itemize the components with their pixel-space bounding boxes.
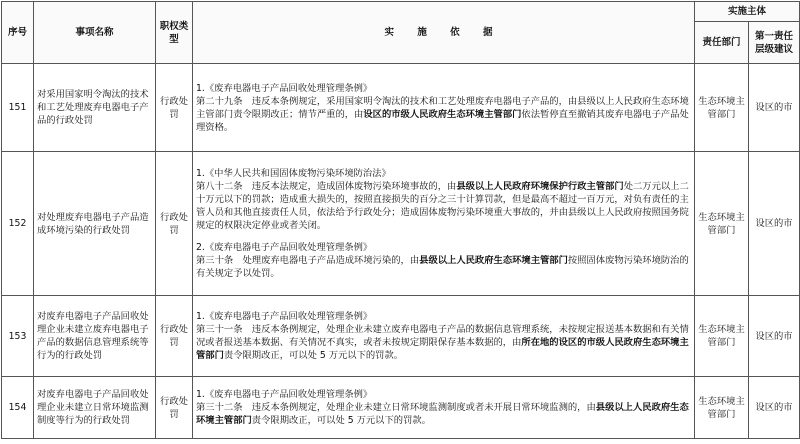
law-text-segment: 责令限期改正，可以处 5 万元以下的罚款。 [223,350,404,361]
row-name: 对处理废弃电器电子产品造成环境污染的行政处罚 [34,152,156,296]
row-level: 设区的市 [749,64,800,152]
law-text [196,180,691,232]
basis-item [196,167,691,232]
authority-highlight: 所在地的设区的市级人民政府生态环境主管部门 [196,337,689,361]
row-name: 对废弃电器电子产品回收处理企业未建立日常环境监测制度等行为的行政处罚 [34,377,156,439]
row-level: 设区的市 [749,152,800,296]
law-text-segment: 处二万元以上二十万元以下的罚款；造成重大损失的，按照直接损失的百分之三十计算罚款，但是最高不超过一百万元，对负有责任的主管人员和其他直接责任人员，依法给予行政处分；造成固体废物污染环境重大事故的，并由县级以上人民政府按照国务院规定的权限决定停业或者关闭。 [196,181,689,231]
law-title: 1.《废弃电器电子产品回收处理管理条例》 [196,311,373,322]
law-title: 1.《中华人民共和国固体废物污染环境防治法》 [196,168,391,179]
law-text-segment: 按照固体废物污染环境防治的有关规定予以处罚。 [196,255,689,279]
row-basis [193,296,695,377]
table-row [2,377,800,439]
header-name: 事项名称 [34,2,156,64]
header-level: 第一责任层级建议 [749,22,800,64]
row-basis [193,64,695,152]
row-basis [193,377,695,439]
law-text-segment: 第二十九条 违反本条例规定，采用国家明令淘汰的技术和工艺处理废弃电器电子产品的，由县级以上人民政府生态环境主管部门责令限期改正；情节严重的，由 [196,95,689,120]
row-seq: 152 [2,152,34,296]
law-text-segment: 第三十一条 违反本条例规定，处理企业未建立废弃电器电子产品的数据信息管理系统，未按规定报送基本数据和有关情况或者报送基本数据、有关情况不真实，或者未按规定期限保存基本数据的，由 [196,324,689,348]
row-type: 行政处罚 [156,296,193,377]
law-text-segment: 依法暂停直至撤销其废弃电器电子产品处理资格。 [196,108,689,133]
regulation-table [1,1,800,439]
row-name: 对废弃电器电子产品回收处理企业未建立废弃电器电子产品的数据信息管理系统等行为的行政处罚 [34,296,156,377]
law-text [196,254,691,280]
table-row [2,152,800,296]
header-seq: 序号 [2,2,34,64]
header-type: 职权类型 [156,2,193,64]
row-dept: 生态环境主管部门 [695,64,749,152]
header-basis: 实 施 依 据 [193,2,695,64]
basis-item [196,388,691,427]
law-title: 1.《废弃电器电子产品回收处理管理条例》 [196,82,373,94]
row-dept: 生态环境主管部门 [695,296,749,377]
row-seq: 154 [2,377,34,439]
header-dept: 责任部门 [695,22,749,64]
table-body [2,64,800,439]
law-text-segment: 第三十条 处理废弃电器电子产品造成环境污染的，由 [196,255,420,266]
row-basis [193,152,695,296]
row-seq: 153 [2,296,34,377]
authority-highlight: 县级以上人民政府生态环境主管部门 [196,402,689,426]
row-type: 行政处罚 [156,152,193,296]
law-title: 1.《废弃电器电子产品回收处理管理条例》 [196,389,373,400]
row-level: 设区的市 [749,296,800,377]
law-text [196,401,691,427]
row-dept: 生态环境主管部门 [695,377,749,439]
table-row [2,296,800,377]
row-type: 行政处罚 [156,377,193,439]
basis-item [196,82,691,134]
law-text [196,323,691,362]
authority-highlight: 县级以上人民政府生态环境主管部门 [419,255,568,266]
row-name: 对采用国家明令淘汰的技术和工艺处理废弃电器电子产品的行政处罚 [34,64,156,152]
header-subject: 实施主体 [695,2,800,22]
row-seq: 151 [2,64,34,152]
law-text [196,95,691,134]
basis-item [196,310,691,362]
authority-highlight: 县级以上人民政府环境保护行政主管部门 [456,181,624,192]
law-text-segment: 第三十二条 违反本条例规定，处理企业未建立日常环境监测制度或者未开展日常环境监测的，由 [196,402,596,413]
row-dept: 生态环境主管部门 [695,152,749,296]
law-title: 2.《废弃电器电子产品回收处理管理条例》 [196,242,373,253]
basis-item [196,241,691,280]
law-text-segment: 第八十二条 违反本法规定，造成固体废物污染环境事故的，由 [196,181,457,192]
row-level: 设区的市 [749,377,800,439]
row-type: 行政处罚 [156,64,193,152]
table-row [2,64,800,152]
authority-highlight: 设区的市级人民政府生态环境主管部门 [363,108,522,120]
law-text-segment: 责令限期改正，可以处 5 万元以下的罚款。 [251,415,431,426]
